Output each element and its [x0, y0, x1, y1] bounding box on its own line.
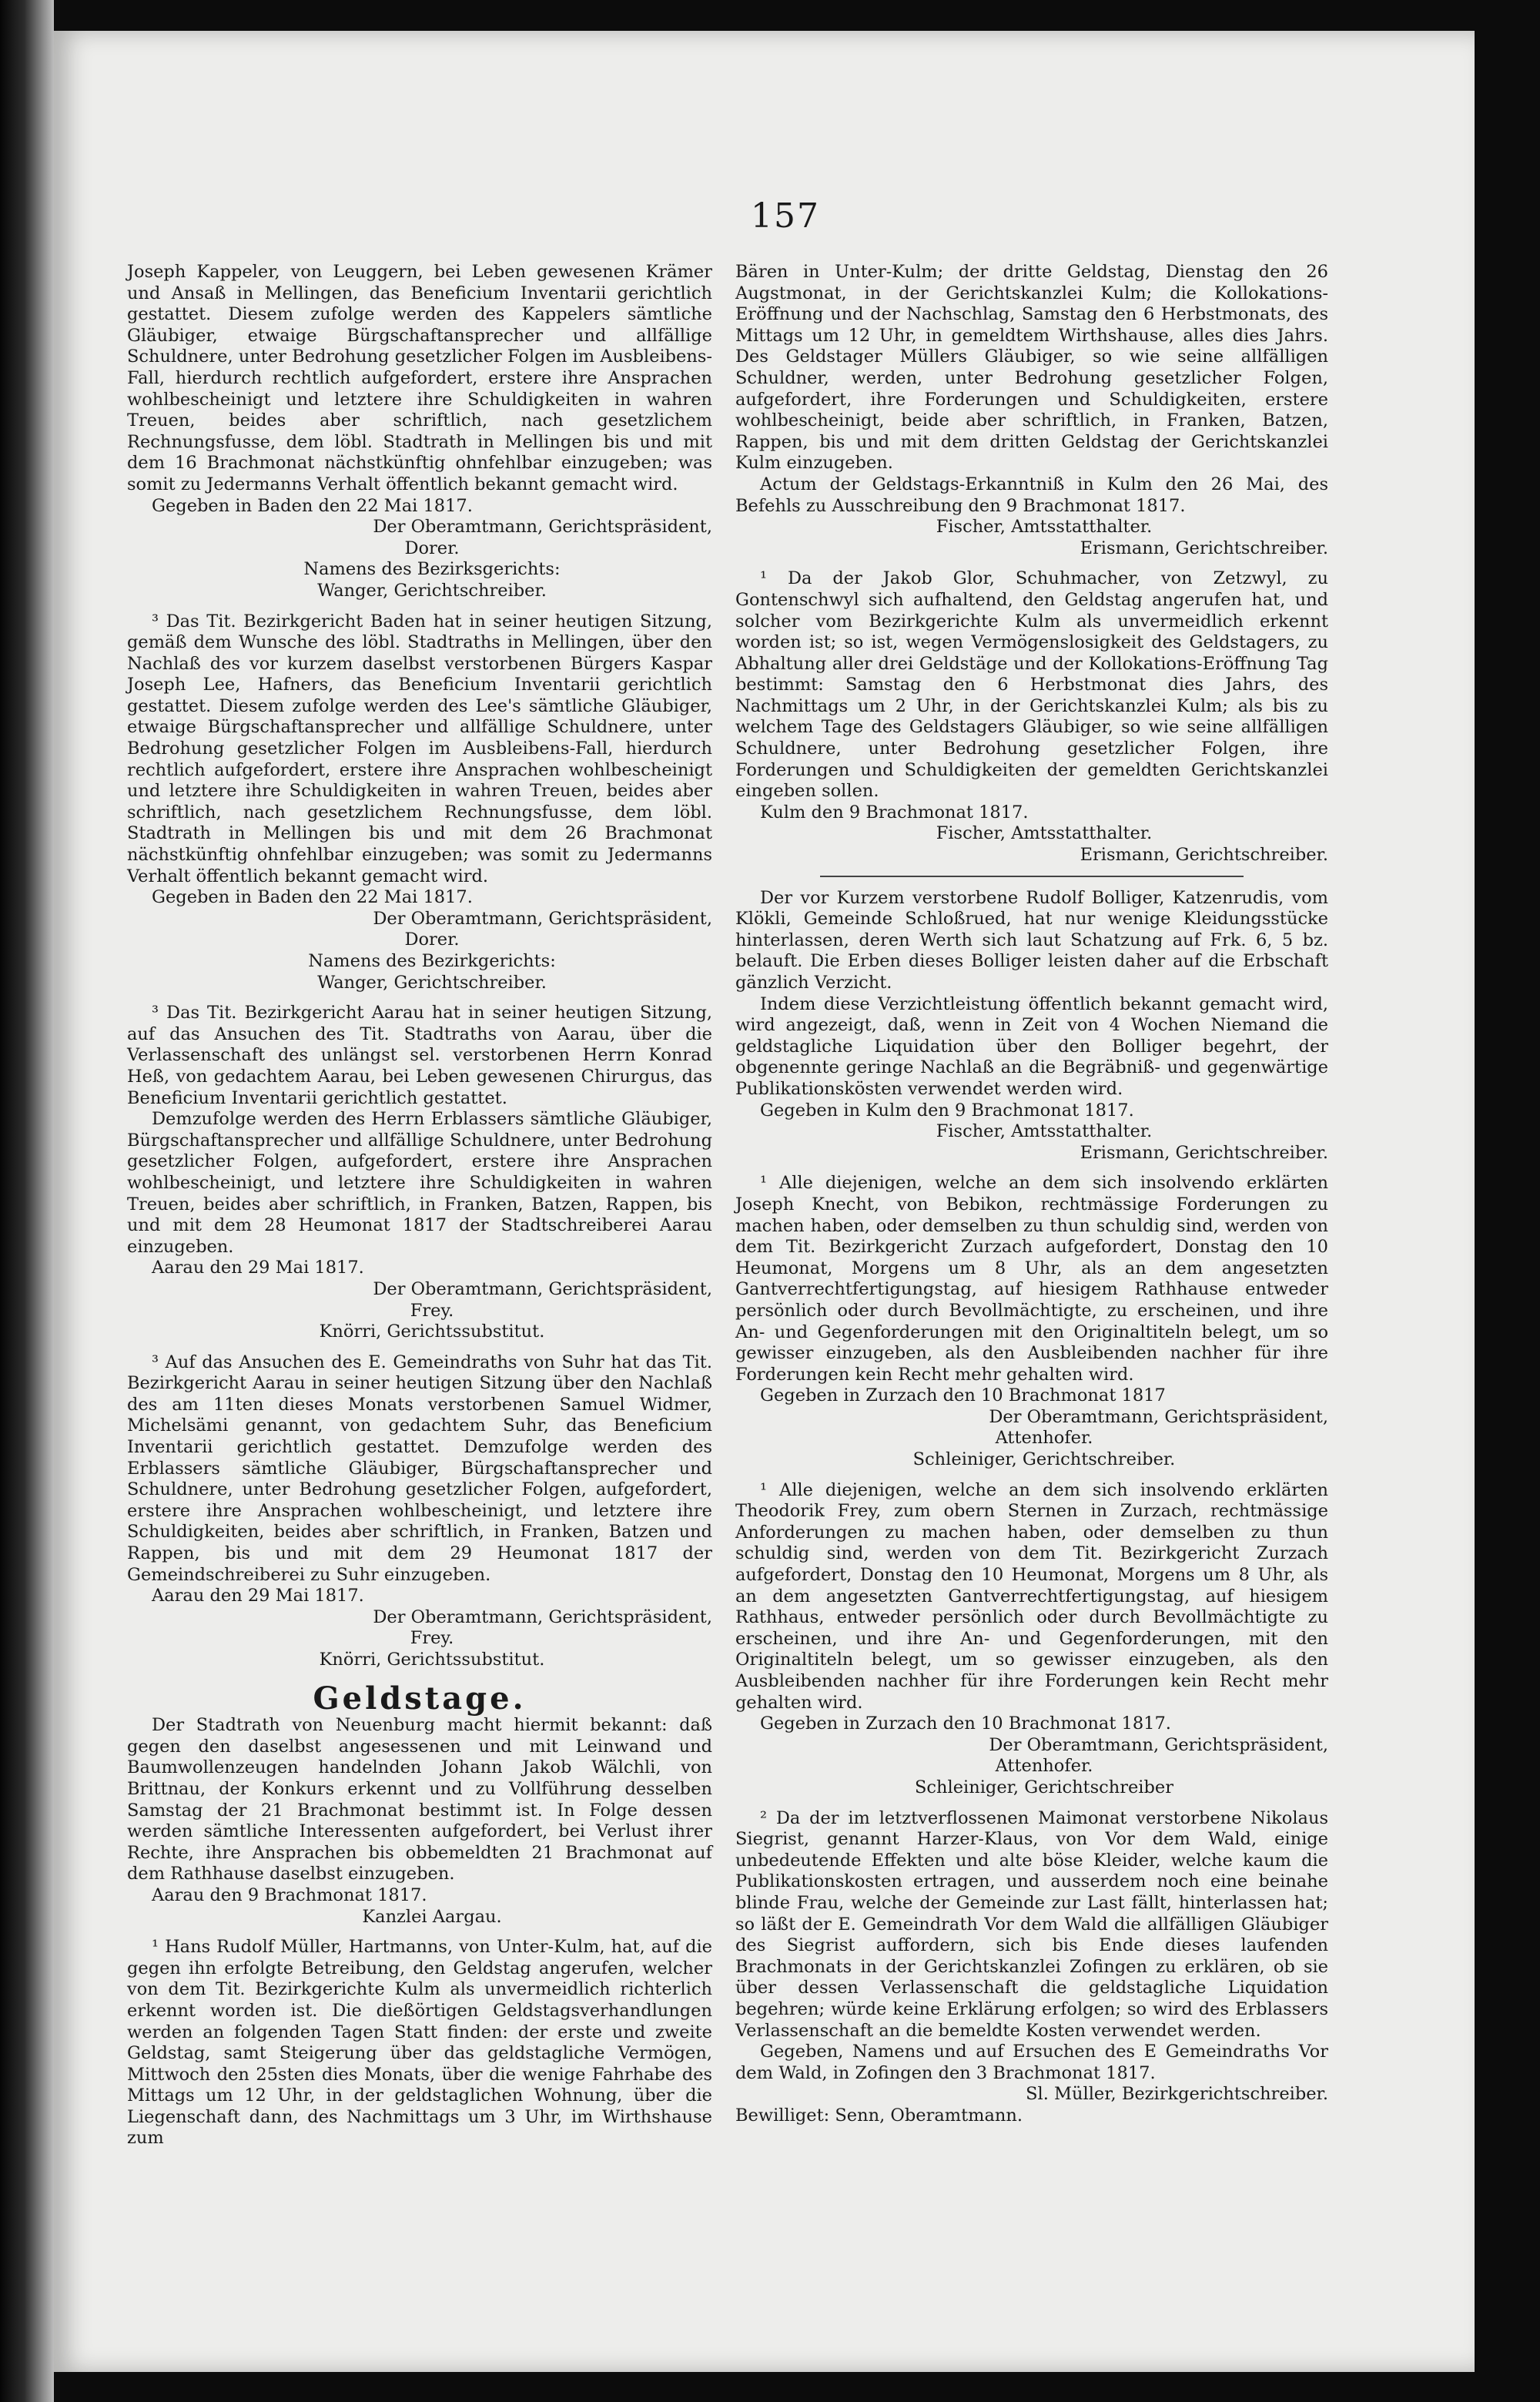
notice-place-date: Gegeben in Baden den 22 Mai 1817.	[152, 887, 473, 908]
signature-line: Bewilliget: Senn, Oberamtmann.	[735, 2105, 1023, 2126]
notice-place-date: Gegeben in Baden den 22 Mai 1817.	[152, 495, 473, 516]
signature-line: Der Oberamtmann, Gerichtspräsident,	[373, 1606, 712, 1627]
signature-name: Frey.	[410, 1628, 454, 1649]
notice-hess	[127, 1003, 712, 1343]
page-number: 157	[751, 196, 820, 236]
scan-left-edge	[0, 0, 54, 2402]
notice-body: ³ Auf das Ansuchen des E. Gemeindraths von Suhr hat das Tit. Bezirkgericht Aarau in seiner heutigen Sitzung über den Nachlaß des am 11ten dieses Monats verstorbenen Samuel Widmer, Michelsämi genannt, von gedachtem Suhr, das Beneficium Inventarii gerichtlich gestattet. Demzufolge werden des Erblassers sämtliche Gläubiger, Bürgschaftansprecher und Schuldnere, unter Bedrohung gesetzlicher Folgen, aufgefordert, erstere ihre Ansprachen wohlbescheinigt, und letztere ihre Schuldigkeiten, beides aber schriftlich, in Franken, Batzen und Rappen, bis und mit dem 29 Heumonat 1817 der Gemeindschreiberei zu Suhr einzugeben.	[127, 1352, 712, 1585]
signature-line: Der Oberamtmann, Gerichtspräsident,	[373, 908, 712, 929]
notice-place-date: Aarau den 29 Mai 1817.	[152, 1586, 364, 1606]
notice-body: ² Da der im letztverflossenen Maimonat verstorbene Nikolaus Siegrist, genannt Harzer-Klaus, von Vor dem Wald, einige unbedeutende Effekten und alte böse Kleider, welche kaum die Publikationskosten ertragen, und ausserdem noch eine beinahe blinde Frau, welche der Gemeinde zur Last fällt, hinterlassen hat; so läßt der E. Gemeindrath Vor dem Wald die allfälligen Gläubiger des Siegrist auffordern, sich bis Ende dieses laufenden Brachmonats in der Gerichtskanzlei Zofingen zu erklären, ob sie über dessen Verlassenschaft die geldstagliche Liquidation begehren; würde keine Erklärung erfolgen; so wird des Erblassers Verlassenschaft an die bemeldte Kosten verwendet werden.	[735, 1807, 1328, 2041]
signature-name: Schleiniger, Gerichtschreiber.	[912, 1449, 1176, 1470]
notice-place-date: Gegeben in Zurzach den 10 Brachmonat 1817	[760, 1385, 1166, 1406]
notice-place-date: Gegeben in Zurzach den 10 Brachmonat 1817.	[760, 1714, 1171, 1734]
notice-lee	[127, 611, 712, 994]
signature-name: Schleiniger, Gerichtschreiber	[915, 1777, 1173, 1797]
signature-name: Sl. Müller, Bezirkgerichtschreiber.	[1026, 2084, 1328, 2105]
notice-glor	[735, 568, 1328, 866]
left-column	[127, 262, 712, 2159]
notice-mueller	[127, 1937, 712, 2149]
signature-name: Fischer, Amtsstatthalter.	[936, 1121, 1153, 1142]
notice-body: ¹ Alle diejenigen, welche an dem sich insolvendo erklärten Theodorik Frey, zum obern Sternen in Zurzach, rechtmässige Anforderungen zu machen haben, oder demselben zu thun schuldig sind, werden von dem Tit. Bezirkgericht Zurzach aufgefordert, Donstag den 10 Heumonat, Morgens um 8 Uhr, als an dem angesetzten Gantverrechtfertigungstag, auf hiesigem Rathhaus, entweder persönlich oder durch Bevollmächtigte zu erscheinen, und ihre An- und Gegenforderungen, mit den Originaltiteln belegt, um so gewisser einzugeben, als den Ausbleibenden nachher für ihre Forderungen kein Recht mehr gehalten wird.	[735, 1479, 1328, 1713]
signature-name: Fischer, Amtsstatthalter.	[936, 517, 1153, 538]
notice-body: Joseph Kappeler, von Leuggern, bei Leben gewesenen Krämer und Ansaß in Mellingen, das Beneficium Inventarii gerichtlich gestattet. Diesem zufolge werden des Kappelers sämtliche Gläubiger, etwaige Bürgschaftansprecher und allfällige Schuldnere, unter Bedrohung gesetzlicher Folgen im Ausbleibens-Fall, hierdurch rechtlich aufgefordert, erstere ihre Ansprachen wohlbescheinigt und letztere ihre Schuldigkeiten in wahren Treuen, beides aber schriftlich, nach gesetzlichem Rechnungsfusse, dem löbl. Stadtrath in Mellingen bis und mit dem 16 Brachmonat nächstkünftig ohnfehlbar einzugeben; was somit zu Jedermanns Verhalt öffentlich bekannt gemacht wird.	[127, 262, 712, 494]
notice-bolliger	[735, 888, 1328, 1164]
signature-name: Knörri, Gerichtssubstitut.	[319, 1650, 545, 1670]
notice-body: Der Stadtrath von Neuenburg macht hiermit bekannt: daß gegen den daselbst angesessenen und mit Leinwand und Baumwollenzeugen handelnden Johann Jakob Wälchli, von Brittnau, der Konkurs erkennt und zu Vollführung desselben Samstag der 21 Brachmonat bestimmt ist. In Folge dessen werden sämtliche Interessenten aufgefordert, bei Verlust ihrer Rechte, ihre Ansprachen bis obbemeldten 21 Brachmonat auf dem Rathhause daselbst einzugeben.	[127, 1715, 712, 1884]
signature-name: Erismann, Gerichtschreiber.	[1080, 538, 1328, 558]
notice-body: Indem diese Verzichtleistung öffentlich bekannt gemacht wird, wird angezeigt, daß, wenn in Zeit von 4 Wochen Niemand die geldstagliche Liquidation über den Bolliger begehrt, der obgenennte geringe Nachlaß an die Begräbniß- und gegenwärtige Publikationskösten verwendet werden wird.	[735, 993, 1328, 1099]
notice-mueller-cont	[735, 262, 1328, 559]
notice-body: Actum der Geldstags-Erkanntniß in Kulm den 26 Mai, des Befehls zu Ausschreibung den 9 Brachmonat 1817.	[735, 474, 1328, 516]
newspaper-page	[54, 31, 1475, 2372]
signature-line: Namens des Bezirksgerichts:	[303, 559, 561, 580]
signature-line: Der Oberamtmann, Gerichtspräsident,	[989, 1406, 1328, 1427]
notice-body: Der vor Kurzem verstorbene Rudolf Bolliger, Katzenrudis, vom Klökli, Gemeinde Schloßrued, hat nur wenige Kleidungsstücke hinterlassen, deren Werth sich laut Schatzung auf Frk. 6, 5 bz. belauft. Die Erben dieses Bolliger leisten daher auf die Erbschaft gänzlich Verzicht.	[735, 887, 1328, 993]
section-heading: Geldstage.	[313, 1680, 527, 1717]
notice-body: ¹ Da der Jakob Glor, Schuhmacher, von Zetzwyl, zu Gontenschwyl sich aufhaltend, den Geldstag angerufen hat, und solcher vom Bezirkgerichte Kulm als unvermeidlich erkennt worden ist; so ist, wegen Vermögenslosigkeit des Geldstagers, zu Abhaltung aller drei Geldstäge und der Kollokations-Eröffnung Tag bestimmt: Samstag den 6 Herbstmonat dies Jahrs, des Nachmittags um 2 Uhr, in der Gerichtskanzlei Kulm; als bis zu welchem Tage des Geldstagers Gläubiger, so wie seine allfälligen Schuldnere, unter Bedrohung gesetzlicher Folgen, ihre Forderungen und Schuldigkeiten der gemeldten Gerichtskanzlei eingeben sollen.	[735, 568, 1328, 802]
signature-line: Der Oberamtmann, Gerichtspräsident,	[373, 1278, 712, 1299]
notice-body: ³ Das Tit. Bezirkgericht Aarau hat in seiner heutigen Sitzung, auf das Ansuchen des Tit. Stadtraths von Aarau, über die Verlassenschaft des unlängst sel. verstorbenen Herrn Konrad Heß, von gedachtem Aarau, bei Leben gewesenen Chirurgus, das Beneficium Inventarii gerichtlich gestattet.	[127, 1003, 712, 1108]
notice-body: Demzufolge werden des Herrn Erblassers sämtliche Gläubiger, Bürgschaftansprecher und allfällige Schuldnere, unter Bedrohung gesetzlicher Folgen, aufgefordert, erstere ihre Ansprachen wohlbescheinigt, und letztere ihre Schuldigkeiten in wahren Treuen, beides aber schriftlich, in Franken, Batzen, Rappen, bis und mit dem 28 Heumonat 1817 der Stadtschreiberei Aarau einzugeben.	[127, 1109, 712, 1257]
notice-kappeler	[127, 262, 712, 602]
signature-line: Der Oberamtmann, Gerichtspräsident,	[989, 1734, 1328, 1755]
signature-name: Attenhofer.	[995, 1756, 1093, 1777]
notice-widmer	[127, 1352, 712, 1671]
signature-line: Namens des Bezirkgerichts:	[308, 951, 556, 971]
signature-name: Frey.	[410, 1300, 454, 1321]
notice-frey	[735, 1480, 1328, 1799]
notice-body: Gegeben, Namens und auf Ersuchen des E Gemeindraths Vor dem Wald, in Zofingen den 3 Brachmonat 1817.	[735, 2042, 1328, 2083]
signature-name: Attenhofer.	[995, 1428, 1093, 1449]
notice-body: ¹ Alle diejenigen, welche an dem sich insolvendo erklärten Joseph Knecht, von Bebikon, rechtmässige Forderungen zu machen haben, oder demselben zu thun schuldig sind, werden von dem Tit. Bezirkgericht Zurzach aufgefordert, Donstag den 10 Heumonat, Morgens um 8 Uhr, als an dem angesetzten Gantverrechtfertigungstag, auf hiesigem Rathhause entweder persönlich oder durch Bevollmächtigte, zu erscheinen, und ihre An- und Gegenforderungen mit den Originaltiteln belegt, um so gewisser einzugeben, als den Ausbleibenden nachher für ihre Forderungen kein Recht mehr gehalten wird.	[735, 1173, 1328, 1385]
notice-waelchli	[127, 1715, 712, 1928]
notice-body: ¹ Hans Rudolf Müller, Hartmanns, von Unter-Kulm, hat, auf die gegen ihn erfolgte Betreibung, den Geldstag angerufen, welcher von dem Tit. Bezirkgerichte Kulm als unvermeidlich richterlich erkennt worden ist. Die dießörtigen Geldstagsverhandlungen werden an folgenden Tagen Statt finden: der erste und zweite Geldstag, samt Steigerung über das geldstagliche Vermögen, Mittwoch den 25sten dies Monats, über die wenige Fahrhabe des Mittags um 12 Uhr, in der geldstaglichen Wohnung, über die Liegenschaft dann, des Nachmittags um 3 Uhr, im Wirthshause zum	[127, 1937, 712, 2149]
notice-body: Bären in Unter-Kulm; der dritte Geldstag, Dienstag den 26 Augstmonat, in der Gerichtskanzlei Kulm; die Kollokations-Eröffnung und der Nachschlag, Samstag den 6 Herbstmonats, des Mittags um 12 Uhr, in gemeldtem Wirthshause, alles dies Jahrs. Des Geldstager Müllers Gläubiger, so wie seine allfälligen Schuldner, werden, unter Bedrohung gesetzlicher Folgen, aufgefordert, ihre Forderungen und Schuldigkeiten, erstere wohlbescheinigt, beide aber schriftlich, in Franken, Batzen, Rappen, bis und mit dem dritten Geldstag der Gerichtskanzlei Kulm einzugeben.	[735, 262, 1328, 474]
notice-siegrist	[735, 1808, 1328, 2127]
notice-place-date: Aarau den 29 Mai 1817.	[152, 1258, 364, 1278]
signature-name: Wanger, Gerichtschreiber.	[317, 580, 547, 601]
notice-place-date: Gegeben in Kulm den 9 Brachmonat 1817.	[760, 1100, 1134, 1121]
signature-name: Fischer, Amtsstatthalter.	[936, 823, 1153, 844]
signature-name: Dorer.	[404, 538, 460, 558]
notice-place-date: Aarau den 9 Brachmonat 1817.	[152, 1884, 427, 1905]
signature-name: Knörri, Gerichtssubstitut.	[319, 1322, 545, 1342]
notice-knecht	[735, 1173, 1328, 1470]
separator-rule	[820, 876, 1244, 877]
signature-name: Dorer.	[404, 930, 460, 950]
signature-name: Erismann, Gerichtschreiber.	[1080, 1142, 1328, 1163]
right-column	[735, 262, 1328, 2136]
signature-line: Der Oberamtmann, Gerichtspräsident,	[373, 517, 712, 538]
notice-place-date: Kulm den 9 Brachmonat 1817.	[760, 802, 1029, 822]
signature-name: Wanger, Gerichtschreiber.	[317, 972, 547, 993]
signature-name: Erismann, Gerichtschreiber.	[1080, 845, 1328, 866]
signature-name: Kanzlei Aargau.	[362, 1906, 502, 1927]
notice-body: ³ Das Tit. Bezirkgericht Baden hat in seiner heutigen Sitzung, gemäß dem Wunsche des löbl. Stadtraths in Mellingen, über den Nachlaß des vor kurzem daselbst verstorbenen Bürgers Kaspar Joseph Lee, Hafners, das Beneficium Inventarii gerichtlich gestattet. Diesem zufolge werden des Lee's sämtliche Gläubiger, etwaige Bürgschaftansprecher und allfällige Schuldnere, unter Bedrohung gesetzlicher Folgen im Ausbleibens-Fall, hierdurch rechtlich aufgefordert, erstere ihre Ansprachen wohlbescheinigt und letztere ihre Schuldigkeiten in wahren Treuen, beides aber schriftlich, nach gesetzlichem Rechnungsfusse, dem löbl. Stadtrath in Mellingen bis und mit dem 26 Brachmonat nächstkünftig ohnfehlbar einzugeben; was somit zu Jedermanns Verhalt öffentlich bekannt gemacht wird.	[127, 611, 712, 886]
